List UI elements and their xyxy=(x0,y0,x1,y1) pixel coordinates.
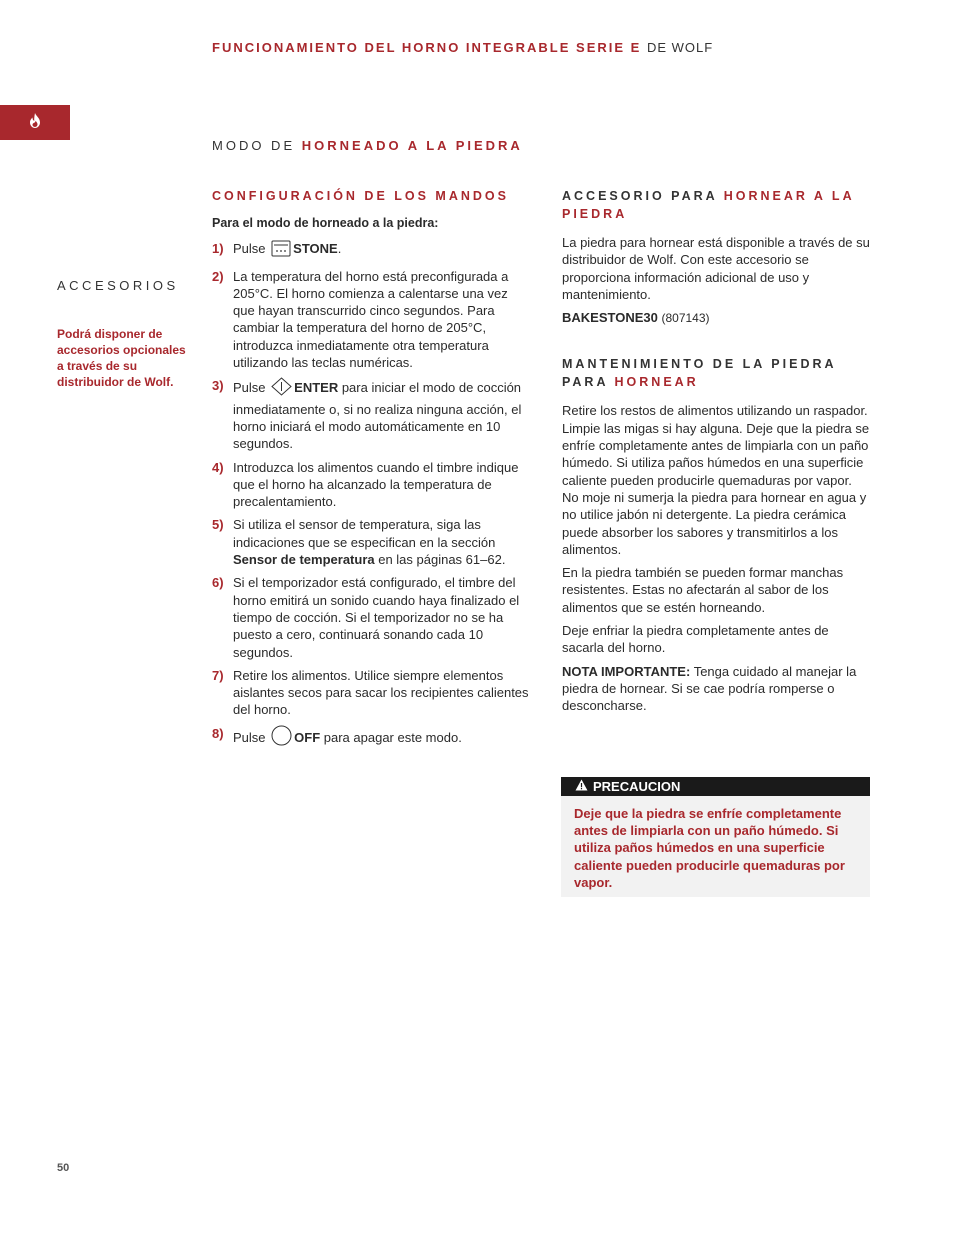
list-item: 1) Pulse STONE. xyxy=(212,240,532,261)
enter-key-label: ENTER xyxy=(294,380,339,396)
section-title-highlight: HORNEADO A LA PIEDRA xyxy=(301,138,523,153)
maintenance-paragraph: En la piedra también se pueden formar manchas resistentes. Estas no afectarán al sabor de los alimentos que se estén horneando. xyxy=(562,565,844,615)
enter-key-icon xyxy=(271,377,292,400)
controls-column xyxy=(212,187,532,756)
list-item: 5) Si utiliza el sensor de temperatura, siga las indicaciones que se especifican en la sección Sensor de temperatura en las páginas 61–62. xyxy=(212,517,506,568)
accessory-heading: ACCESORIO PARA HORNEAR A LA PIEDRA xyxy=(562,189,855,221)
caution-box xyxy=(561,777,870,897)
page-number: 50 xyxy=(57,1162,70,1174)
sidebar-note: Podrá disponer de accesorios opcionales a través de su distribuidor de Wolf. xyxy=(57,327,186,389)
list-item: 2) La temperatura del horno está preconfigurada a 205°C. El horno comienza a calentarse una vez que hayan transcurrido cinco segundos. Para cambiar la temperatura del horno de 205°C, introduzca inmediatamente otra temperatura utilizando las teclas numéricas. xyxy=(212,268,509,371)
list-item: 7) Retire los alimentos. Utilice siempre elementos aislantes secos para sacar los recipientes calientes del horno. xyxy=(212,667,529,718)
maintenance-paragraph: Deje enfriar la piedra completamente antes de sacarla del horno. xyxy=(562,623,829,656)
off-key-label: OFF xyxy=(294,729,321,745)
important-note: NOTA IMPORTANTE: Tenga cuidado al manejar la piedra de hornear. Si se cae podría romperse o desconcharse. xyxy=(562,663,857,714)
warning-icon xyxy=(575,777,588,796)
maintenance-paragraph: Retire los restos de alimentos utilizando un raspador. Limpie las migas si hay alguna. Deje que la piedra se enfríe completamente antes de limpiarla con un paño húmedo. Si utiliza paños húmedos en una superficie caliente pueden producirle quemaduras por vapor. No moje ni sumerja la piedra para hornear en agua y no utilice jabón ni detergente. La piedra cerámica puede absorber los sabores y transmitirlos a los alimentos. xyxy=(562,403,870,557)
sidebar-heading: ACCESORIOS xyxy=(57,278,179,293)
section-title xyxy=(212,138,523,153)
flame-icon xyxy=(29,113,41,133)
section-title-prefix: MODO DE xyxy=(212,138,296,153)
accessory-code-line: BAKESTONE30 (807143) xyxy=(562,310,710,326)
list-item: 4) Introduzca los alimentos cuando el timbre indique que el horno ha alcanzado la temperatura de precalentamiento. xyxy=(212,459,519,510)
list-item: 6) Si el temporizador está configurado, el timbre del horno emitirá un sonido cuando haya finalizado el tiempo de cocción. Si el temporizador no se ha puesto a cero, continuará sonando cada 10 segundos. xyxy=(212,575,520,660)
accessory-column xyxy=(562,187,872,721)
caution-text: Deje que la piedra se enfríe completamente antes de limpiarla con un paño húmedo. Si utiliza paños húmedos en una superficie caliente pueden producirle quemaduras por vapor. xyxy=(574,806,845,890)
caution-label: PRECAUCION xyxy=(593,779,681,794)
list-item: 3) Pulse ENTER para iniciar el modo de cocción inmediatamente o, si no realiza ninguna acción, el horno iniciará el modo automáticamente en 10 segundos. xyxy=(212,378,522,452)
header-brand: DE WOLF xyxy=(646,40,714,55)
section-tab xyxy=(0,105,70,140)
accessory-text: La piedra para hornear está disponible a través de su distribuidor de Wolf. Con este accesorio se proporciona información adicional de uso y mantenimiento. xyxy=(562,235,870,302)
steps-list xyxy=(212,240,532,750)
off-key-icon xyxy=(271,725,292,750)
caution-header xyxy=(561,777,870,796)
controls-heading: CONFIGURACIÓN DE LOS MANDOS xyxy=(212,189,509,203)
list-item: 8) Pulse OFF para apagar este modo. xyxy=(212,725,532,750)
stone-key-label: STONE xyxy=(293,241,338,257)
stone-key-icon xyxy=(271,240,291,261)
header-title: FUNCIONAMIENTO DEL HORNO INTEGRABLE SERIE E xyxy=(212,40,642,55)
controls-lead: Para el modo de horneado a la piedra: xyxy=(212,216,439,230)
page-header xyxy=(212,40,713,55)
maintenance-heading: MANTENIMIENTO DE LA PIEDRA PARA HORNEAR xyxy=(562,357,837,390)
